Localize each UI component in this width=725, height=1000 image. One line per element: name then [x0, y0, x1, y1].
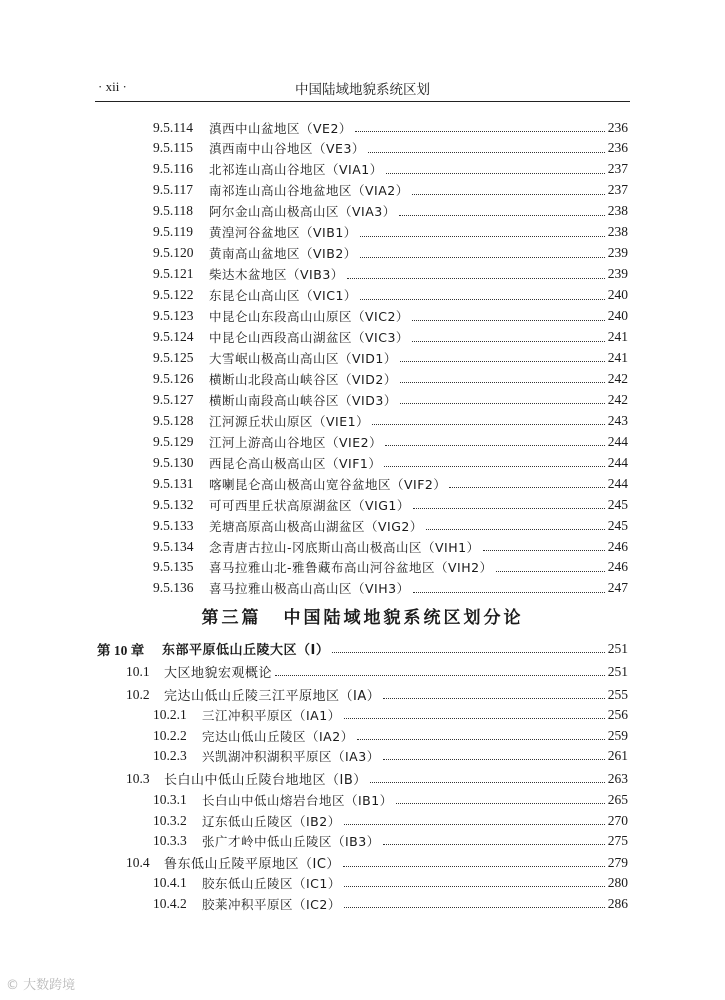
toc-entry-title: 江河上游高山谷地区（VIE2）	[209, 434, 383, 450]
toc-section-entry[interactable]	[126, 768, 628, 789]
toc-entry[interactable]	[153, 347, 628, 368]
toc-entry-page: 261	[607, 747, 628, 763]
dot-leader	[426, 529, 605, 530]
toc-entry[interactable]	[153, 285, 628, 306]
dot-leader	[360, 236, 605, 237]
toc-entry-title: 滇西南中山谷地区（VE3）	[209, 141, 365, 157]
toc-entry-number: 9.5.130	[153, 454, 194, 470]
toc-entry-page: 244	[607, 433, 628, 449]
toc-entry-page: 240	[607, 287, 628, 303]
toc-entry-number: 9.5.114	[153, 119, 193, 135]
toc-entry-title: 念青唐古拉山-冈底斯山高山极高山区（VIH1）	[209, 539, 480, 555]
toc-entry-page: 237	[607, 182, 628, 198]
running-header	[95, 76, 630, 100]
toc-entry-page: 240	[607, 308, 628, 324]
toc-entry-title: 喀喇昆仑高山极高山宽谷盆地区（VIF2）	[209, 476, 447, 492]
toc-entry[interactable]	[153, 431, 628, 452]
toc-entry-title: 大区地貌宏观概论	[164, 666, 273, 681]
toc-entry-title: 滇西中山盆地区（VE2）	[209, 120, 352, 136]
toc-section-entry[interactable]	[126, 684, 628, 705]
toc-entry-title: 横断山南段高山峡谷区（VID3）	[209, 392, 397, 408]
toc-entry-number: 10.3	[126, 770, 150, 786]
toc-entry-number: 9.5.122	[153, 287, 194, 303]
toc-entry[interactable]	[153, 138, 628, 159]
toc-entry[interactable]	[153, 368, 628, 389]
toc-entry-page: 270	[607, 812, 628, 828]
toc-entry-page: 280	[607, 874, 628, 890]
dot-leader	[383, 844, 605, 845]
toc-entry-page: 236	[607, 119, 628, 135]
toc-entry-page: 243	[607, 412, 628, 428]
toc-section-entry[interactable]	[126, 661, 628, 682]
dot-leader	[412, 341, 605, 342]
toc-entry-number: 9.5.126	[153, 370, 194, 386]
dot-leader	[368, 152, 605, 153]
toc-entry-title: 可可西里丘状高原湖盆区（VIG1）	[209, 497, 410, 513]
toc-entry-number: 9.5.124	[153, 329, 194, 344]
toc-entry-number: 10.2.3	[153, 747, 187, 763]
toc-entry-title: 北祁连山高山谷地区（VIA1）	[209, 162, 383, 178]
toc-entry-page: 256	[607, 706, 628, 722]
dot-leader	[275, 675, 605, 676]
toc-entry-page: 286	[607, 895, 628, 911]
toc-entry[interactable]	[153, 201, 628, 222]
toc-entry-title: 辽东低山丘陵区（IB2）	[202, 813, 341, 829]
toc-entry-page: 244	[607, 475, 628, 491]
part-title-text: 中国陆域地貌系统区划分论	[283, 608, 524, 628]
dot-leader	[483, 550, 605, 551]
dot-leader	[400, 403, 605, 404]
header-rule	[95, 101, 630, 102]
toc-entry-number: 10.1	[126, 663, 150, 679]
toc-entry-title: 中昆仑山西段高山湖盆区（VIC3）	[209, 330, 409, 345]
toc-entry[interactable]	[153, 830, 628, 851]
toc-entry-page: 244	[607, 454, 628, 470]
toc-entry-number: 9.5.134	[153, 538, 194, 554]
toc-entry-number: 10.3.2	[153, 812, 187, 828]
dot-leader	[357, 739, 605, 740]
toc-entry-number: 第 10 章	[97, 642, 145, 658]
toc-entry-number: 9.5.128	[153, 412, 194, 428]
toc-entry-number: 10.2	[126, 686, 150, 702]
toc-entry[interactable]	[153, 515, 628, 536]
toc-entry-page: 247	[607, 580, 628, 596]
toc-entry[interactable]	[153, 452, 628, 473]
toc-entry-page: 255	[607, 686, 628, 702]
toc-entry-number: 9.5.125	[153, 349, 194, 365]
toc-entry-number: 9.5.131	[153, 475, 194, 491]
toc-entry-number: 9.5.136	[153, 580, 194, 596]
toc-entry[interactable]	[153, 810, 628, 831]
toc-entry[interactable]	[153, 745, 628, 766]
toc-entry-title: 黄湟河谷盆地区（VIB1）	[209, 225, 357, 241]
dot-leader	[347, 278, 605, 279]
toc-entry-page: 251	[607, 640, 628, 656]
toc-entry-title: 东昆仑山高山区（VIC1）	[209, 288, 357, 304]
part-heading	[0, 603, 725, 628]
toc-entry[interactable]	[153, 536, 628, 557]
toc-entry-number: 10.3.1	[153, 791, 187, 807]
toc-entry[interactable]	[153, 243, 628, 264]
dot-leader	[360, 257, 605, 258]
dot-leader	[360, 299, 605, 300]
toc-entry-page: 251	[607, 663, 628, 679]
toc-entry-number: 9.5.133	[153, 517, 194, 533]
toc-entry[interactable]	[153, 410, 628, 431]
dot-leader	[412, 194, 605, 195]
toc-entry-number: 10.2.1	[153, 706, 187, 722]
toc-entry-title: 喜马拉雅山北-雅鲁藏布高山河谷盆地区（VIH2）	[209, 560, 493, 576]
toc-entry-number: 9.5.115	[153, 140, 193, 156]
toc-entry-title: 江河源丘状山原区（VIE1）	[209, 413, 370, 429]
toc-section-entry[interactable]	[126, 852, 628, 873]
toc-entry[interactable]	[153, 578, 628, 599]
toc-entry-page: 263	[607, 770, 628, 786]
toc-entry-page: 259	[607, 727, 628, 743]
dot-leader	[496, 571, 605, 572]
toc-entry-page: 246	[607, 538, 628, 554]
dot-leader	[399, 215, 605, 216]
toc-entry-page: 279	[607, 854, 628, 870]
dot-leader	[332, 652, 604, 653]
toc-entry-number: 9.5.119	[153, 224, 193, 240]
toc-entry[interactable]	[153, 117, 628, 138]
dot-leader	[384, 466, 604, 467]
toc-entry-number: 10.3.3	[153, 832, 187, 848]
toc-entry-number: 9.5.129	[153, 433, 194, 449]
toc-entry-page: 245	[607, 517, 628, 533]
toc-entry-number: 10.4	[126, 854, 150, 870]
toc-entry[interactable]	[153, 557, 628, 578]
toc-entry-title: 大雪岷山极高山高山区（VID1）	[209, 350, 397, 366]
toc-entry-page: 241	[607, 349, 628, 365]
toc-entry-title: 完达山低山丘陵三江平原地区（IA）	[164, 689, 381, 704]
toc-entry-number: 9.5.116	[153, 161, 193, 177]
toc-entry-number: 9.5.120	[153, 245, 194, 261]
toc-entry-page: 245	[607, 496, 628, 512]
toc-entry[interactable]	[153, 222, 628, 243]
dot-leader	[383, 759, 605, 760]
toc-entry-page: 239	[607, 245, 628, 261]
dot-leader	[400, 361, 605, 362]
dot-leader	[396, 803, 605, 804]
toc-entry-page: 275	[607, 832, 628, 848]
toc-entry-page: 237	[607, 161, 628, 177]
dot-leader	[385, 445, 605, 446]
toc-entry-number: 9.5.118	[153, 203, 193, 219]
toc-entry-number: 9.5.135	[153, 559, 194, 575]
toc-entry-title: 喜马拉雅山极高山高山区（VIH3）	[209, 581, 410, 597]
toc-entry-title: 张广才岭中低山丘陵区（IB3）	[202, 833, 380, 849]
dot-leader	[343, 866, 605, 867]
toc-entry-title: 南祁连山高山谷地盆地区（VIA2）	[209, 183, 409, 199]
toc-entry[interactable]	[153, 264, 628, 285]
toc-entry-number: 9.5.117	[153, 182, 193, 198]
toc-entry-page: 239	[607, 266, 628, 282]
part-label: 第三篇	[201, 608, 262, 628]
toc-entry-page: 265	[607, 791, 628, 807]
toc-entry-page: 238	[607, 203, 628, 219]
toc-entry-page: 242	[607, 391, 628, 407]
toc-entry-title: 柴达木盆地区（VIB3）	[209, 267, 344, 283]
dot-leader	[400, 382, 605, 383]
toc-entry-title: 鲁东低山丘陵平原地区（IC）	[164, 857, 340, 872]
dot-leader	[355, 131, 605, 132]
toc-entry-title: 西昆仑高山极高山区（VIF1）	[209, 455, 382, 471]
header-page-number: · xii ·	[98, 79, 127, 94]
toc-entry-number: 9.5.123	[153, 308, 194, 324]
toc-entry[interactable]	[153, 893, 628, 914]
toc-entry[interactable]	[153, 180, 628, 201]
toc-entry[interactable]	[153, 327, 628, 348]
dot-leader	[344, 824, 605, 825]
dot-leader	[413, 592, 605, 593]
dot-leader	[449, 487, 604, 488]
toc-entry-page: 238	[607, 224, 628, 240]
dot-leader	[370, 782, 605, 783]
dot-leader	[386, 173, 605, 174]
toc-entry[interactable]	[153, 704, 628, 725]
toc-entry-title: 胶莱冲积平原区（IC2）	[202, 896, 341, 912]
toc-entry[interactable]	[153, 725, 628, 746]
toc-entry-number: 10.2.2	[153, 727, 187, 743]
toc-entry[interactable]	[153, 159, 628, 180]
toc-entry-page: 236	[607, 140, 628, 156]
toc-entry[interactable]	[153, 872, 628, 893]
toc-entry-title: 中昆仑山东段高山山原区（VIC2）	[209, 309, 409, 325]
toc-entry[interactable]	[153, 789, 628, 810]
toc-entry-title: 三江冲积平原区（IA1）	[202, 707, 341, 723]
toc-entry-number: 9.5.132	[153, 496, 194, 512]
toc-chapter-entry[interactable]	[97, 638, 628, 659]
dot-leader	[383, 698, 605, 699]
toc-entry-number: 10.4.1	[153, 874, 187, 890]
toc-entry-title: 黄南高山盆地区（VIB2）	[209, 246, 357, 262]
toc-entry-number: 9.5.127	[153, 391, 194, 407]
toc-entry-title: 阿尔金山高山极高山区（VIA3）	[209, 204, 396, 220]
toc-entry-title: 胶东低山丘陵区（IC1）	[202, 875, 341, 891]
toc-entry-title: 完达山低山丘陵区（IA2）	[202, 728, 354, 744]
toc-entry-page: 241	[607, 329, 628, 344]
header-book-title: 中国陆域地貌系统区划	[295, 82, 430, 98]
toc-entry-title: 羌塘高原高山极高山湖盆区（VIG2）	[209, 518, 423, 534]
toc-entry-number: 9.5.121	[153, 266, 194, 282]
toc-entry-page: 242	[607, 370, 628, 386]
dot-leader	[344, 718, 605, 719]
toc-entry-title: 东部平原低山丘陵大区（I）	[162, 643, 330, 658]
toc-entry-title: 兴凯湖冲积湖积平原区（IA3）	[202, 748, 380, 764]
dot-leader	[344, 886, 605, 887]
toc-entry[interactable]	[153, 306, 628, 327]
toc-entry[interactable]	[153, 473, 628, 494]
toc-entry[interactable]	[153, 389, 628, 410]
toc-entry-page: 246	[607, 559, 628, 575]
toc-entry-title: 长白山中低山丘陵台地地区（IB）	[164, 773, 367, 788]
toc-entry-title: 横断山北段高山峡谷区（VID2）	[209, 371, 397, 387]
dot-leader	[344, 907, 605, 908]
dot-leader	[372, 424, 605, 425]
toc-entry[interactable]	[153, 494, 628, 515]
dot-leader	[412, 320, 605, 321]
dot-leader	[413, 508, 605, 509]
toc-entry-number: 10.4.2	[153, 895, 187, 911]
watermark: © 大数跨境	[6, 978, 76, 993]
toc-entry-title: 长白山中低山熔岩台地区（IB1）	[202, 792, 393, 808]
